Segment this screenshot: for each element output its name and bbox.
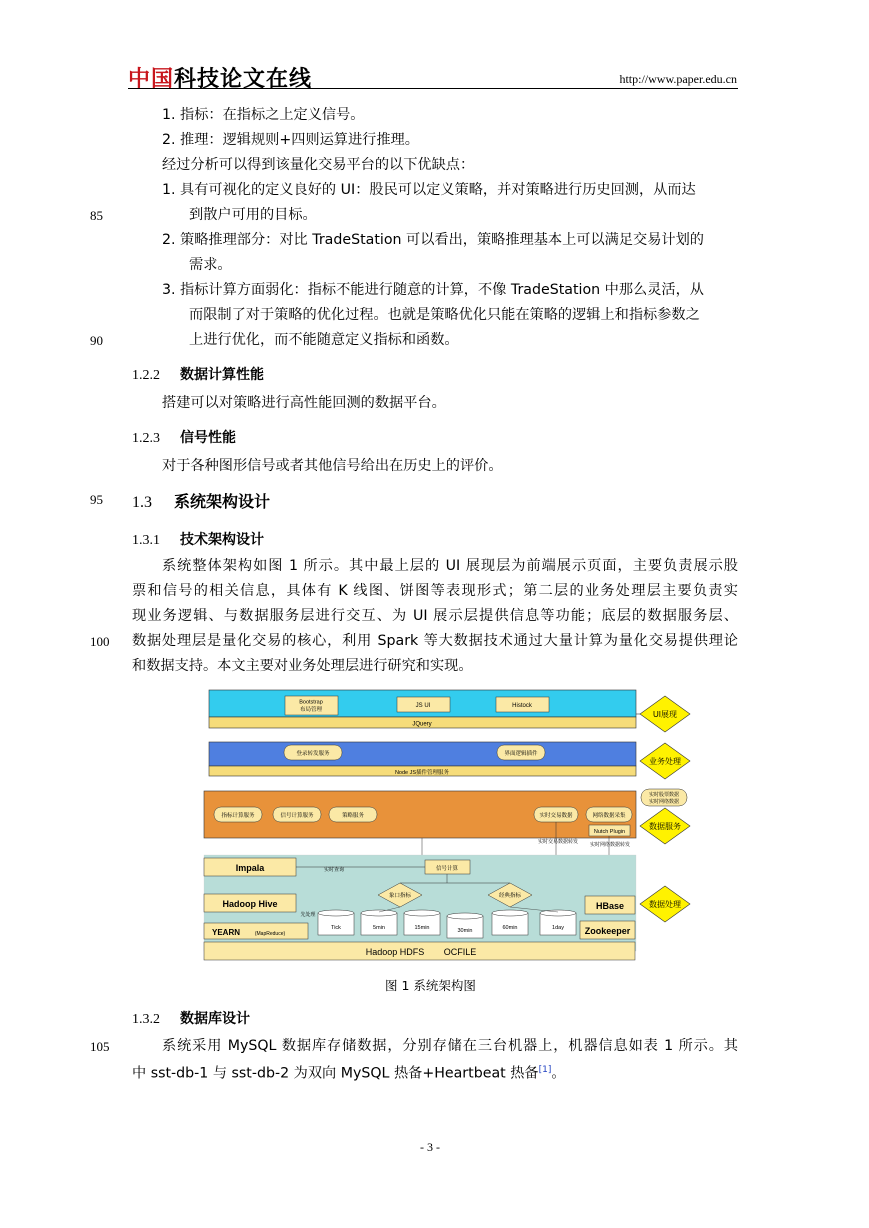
processing-tag: 数据处理: [649, 900, 681, 909]
biz-layer-tag: 业务处理: [649, 757, 681, 766]
data-service-tag: 数据服务: [649, 822, 681, 831]
section-title: 数据库设计: [180, 1011, 250, 1027]
bootstrap-sublabel: 布局管理: [299, 707, 323, 713]
bootstrap-label: Bootstrap: [299, 699, 323, 706]
section-number: 1.3.2: [132, 1012, 160, 1027]
page-number: - 3 -: [420, 1140, 440, 1154]
header-url[interactable]: http://www.paper.edu.cn: [619, 72, 737, 86]
section-number: 1.2.3: [132, 431, 160, 446]
preprocess-label: 先处理: [300, 912, 316, 918]
cylinder-label: Tick: [331, 925, 341, 931]
realtime-stock-label: 实时股票数据: [648, 792, 680, 798]
text-line: 2. 策略推理部分：对比 TradeStation 可以看出，策略推理基本上可以满足交易计划的: [162, 232, 704, 248]
text-line: 1. 指标：在指标之上定义信号。: [162, 107, 365, 123]
line-number: 85: [90, 208, 103, 223]
section-title: 系统架构设计: [174, 492, 271, 511]
text-line: 到散户可用的目标。: [189, 207, 317, 223]
section-heading-1-3-1: [132, 529, 264, 549]
web-forward-label: 实时网络数据转发: [589, 842, 631, 848]
architecture-diagram: [200, 688, 700, 963]
nodejs-label: Node JS插件管理服务: [394, 770, 450, 776]
section-title: 技术架构设计: [180, 532, 264, 548]
section-title: 信号性能: [180, 430, 236, 446]
hdfs-label: Hadoop HDFS: [365, 947, 425, 957]
text-line: 2. 推理：逻辑规则+四则运算进行推理。: [162, 132, 419, 148]
ui-layer-tag: UI展现: [653, 710, 677, 719]
realtime-query-label: 实时查询: [323, 867, 345, 873]
yarn-sublabel: (MapReduce): [254, 931, 286, 937]
realtime-trade-label: 实时交易数据: [539, 813, 573, 819]
zookeeper-label: Zookeeper: [584, 926, 631, 936]
signal-calc-label: 信号计算: [435, 866, 459, 872]
cylinder-label: 5min: [373, 925, 385, 931]
section-number: 1.3: [132, 494, 152, 511]
trade-forward-label: 实时交易数据转发: [537, 839, 579, 845]
line-number: 105: [90, 1039, 110, 1054]
text-line: 而限制了对于策略的优化过程。也就是策略优化只能在策略的逻辑上和指标参数之: [189, 307, 700, 323]
yarn-label: YEARN: [212, 928, 241, 937]
cylinder-label: 60min: [502, 925, 518, 931]
text-line: 对于各种图形信号或者其他信号给出在历史上的评价。: [162, 458, 503, 474]
text-line: 现业务逻辑、与数据服务层进行交互、为 UI 展示层提供信息等功能；底层的数据服务层、: [132, 608, 738, 624]
classic-indicator-label: 经典指标: [498, 893, 522, 899]
indicator-service-label: 指标计算服务: [221, 813, 255, 819]
hbase-label: HBase: [595, 901, 625, 911]
logo-red-part: 中国: [128, 67, 175, 92]
line-number: 95: [90, 492, 103, 507]
section-title: 数据计算性能: [180, 367, 264, 383]
strategy-service-label: 策略服务: [341, 813, 365, 819]
nutch-plugin-label: Nutch Plugin: [593, 829, 626, 835]
shape-indicator-label: 象口指标: [388, 893, 412, 899]
signal-service-label: 信号计算服务: [280, 813, 314, 819]
impala-label: Impala: [235, 863, 265, 873]
text-line: [132, 1061, 566, 1083]
cylinder-tick: [318, 910, 354, 935]
cylinder-1day: [540, 910, 576, 935]
hive-label: Hadoop Hive: [222, 899, 278, 909]
realtime-web-label: 实时网络数据: [648, 799, 680, 805]
text-line: 经过分析可以得到该量化交易平台的以下优缺点：: [162, 157, 475, 173]
section-heading-1-2-2: [132, 364, 264, 384]
text-line: 需求。: [189, 257, 232, 273]
line-number: 100: [90, 634, 110, 649]
login-service-label: 登录转发服务: [296, 751, 330, 757]
text-fragment: 。: [551, 1065, 566, 1082]
histock-label: Histock: [512, 703, 532, 709]
citation-ref[interactable]: [1]: [538, 1065, 552, 1075]
text-line: 数据处理层是量化交易的核心，利用 Spark 等大数据技术通过大量计算为量化交易提供理论: [132, 633, 738, 649]
text-line: 搭建可以对策略进行高性能回测的数据平台。: [162, 395, 446, 411]
text-line: 1. 具有可视化的定义良好的 UI：股民可以定义策略，并对策略进行历史回测，从而达: [162, 182, 696, 198]
text-line: 3. 指标计算方面弱化：指标不能进行随意的计算，不像 TradeStation 中那么灵活，从: [162, 282, 704, 298]
section-number: 1.2.2: [132, 368, 160, 383]
cylinder-60min: [492, 910, 528, 935]
section-heading-1-3-2: [132, 1008, 250, 1028]
text-line: 和数据支持。本文主要对业务处理层进行研究和实现。: [132, 658, 473, 674]
jsui-label: JS UI: [415, 703, 431, 709]
cylinder-label: 15min: [414, 925, 430, 931]
cylinder-label: 30min: [457, 928, 473, 934]
figure-caption: 图 1 系统架构图: [385, 978, 476, 993]
section-heading-1-2-3: [132, 427, 236, 447]
cylinder-5min: [361, 910, 397, 935]
section-heading-1-3: [132, 489, 270, 512]
text-line: 系统采用 MySQL 数据库存储数据，分别存储在三台机器上，机器信息如表 1 所示。其: [162, 1038, 738, 1054]
header-rule: [128, 88, 738, 89]
line-number: 90: [90, 333, 103, 348]
text-fragment: 中 sst-db-1 与 sst-db-2 为双向 MySQL 热备+Heartbeat 热备: [132, 1065, 539, 1082]
ui-logic-plugin-label: 界面逻辑插件: [504, 751, 538, 757]
cylinder-30min: [447, 913, 483, 938]
cylinder-15min: [404, 910, 440, 935]
jquery-label: JQuery: [412, 721, 432, 728]
ocfile-label: OCFILE: [443, 947, 477, 957]
section-number: 1.3.1: [132, 533, 160, 548]
text-line: 系统整体架构如图 1 所示。其中最上层的 UI 展现层为前端展示页面，主要负责展示股: [162, 558, 738, 574]
logo-black-part: 科技论文在线: [174, 67, 313, 92]
text-line: 票和信号的相关信息，具体有 K 线图、饼图等表现形式；第二层的业务处理层主要负责实: [132, 583, 738, 599]
web-collect-label: 网络数据采集: [592, 813, 626, 819]
cylinder-label: 1day: [552, 925, 564, 931]
text-line: 上进行优化，而不能随意定义指标和函数。: [189, 332, 459, 348]
